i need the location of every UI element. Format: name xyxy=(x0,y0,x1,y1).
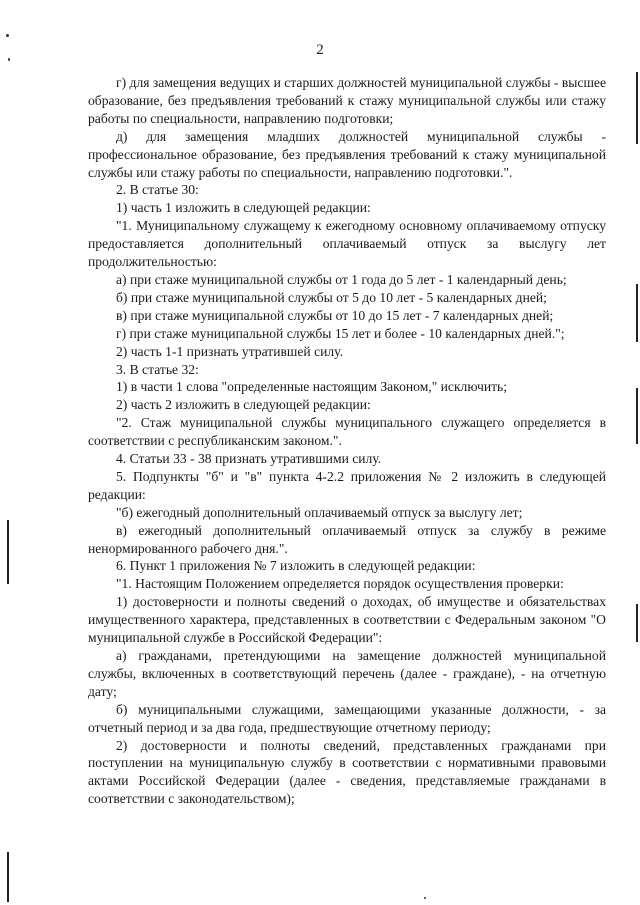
paragraph: в) при стаже муниципальной службы от 10 до 15 лет - 7 календарных дней; xyxy=(116,307,554,323)
paragraph: б) муниципальными служащими, замещающими указанные должности, - за отчетный период и за два года, предшествующие отчетному периоду; xyxy=(88,701,606,735)
paragraph: 4. Статьи 33 - 38 признать утратившими силу. xyxy=(116,451,382,467)
scan-speck xyxy=(8,58,10,61)
paragraph: 1) в части 1 слова "определенные настоящим Законом," исключить; xyxy=(116,379,508,395)
paragraph: г) для замещения ведущих и старших должностей муниципальной службы - высшее образование, без предъявления требований к стажу муниципальной службы или стажу работы по специальности, направлению подготовки; xyxy=(88,75,606,126)
paragraph: "1. Настоящим Положением определяется порядок осуществления проверки: xyxy=(116,576,564,592)
paragraph: д) для замещения младших должностей муниципальной службы - профессиональное образование, без предъявления требований к стажу муниципальной службы или стажу работы по специальности, направлению подготовки.". xyxy=(88,128,606,180)
paragraph: "б) ежегодный дополнительный оплачиваемый отпуск за выслугу лет; xyxy=(116,504,523,520)
paragraph: 1) достоверности и полноты сведений о доходах, об имуществе и обязательствах имущественного характера, представленных в соответствии с Федеральным законом "О муниципальной службе в Российской Федерации": xyxy=(88,594,606,646)
paragraph: 3. В статье 32: xyxy=(116,361,199,377)
scan-speck xyxy=(6,34,9,37)
paragraph: 2) часть 2 изложить в следующей редакции: xyxy=(116,397,371,413)
paragraph: 1) часть 1 изложить в следующей редакции: xyxy=(116,200,371,216)
paragraph: а) при стаже муниципальной службы от 1 года до 5 лет - 1 календарный день; xyxy=(116,271,567,287)
paragraph: 2) часть 1-1 признать утратившей силу. xyxy=(116,343,344,359)
paragraph: а) гражданами, претендующими на замещение должностей муниципальной службы, включенных в соответствующий перечень (далее - граждане), - на отчетную дату; xyxy=(88,648,606,699)
paragraph: 6. Пункт 1 приложения № 7 изложить в следующей редакции: xyxy=(116,558,476,574)
paragraph: б) при стаже муниципальной службы от 5 до 10 лет - 5 календарных дней; xyxy=(116,289,547,305)
paragraph: в) ежегодный дополнительный оплачиваемый отпуск за службу в режиме ненормированного рабочего дня.". xyxy=(88,522,606,556)
paragraph: 5. Подпункты "б" и "в" пункта 4-2.2 приложения № 2 изложить в следующей редакции: xyxy=(88,468,606,502)
scan-edge-mark xyxy=(636,604,638,642)
scan-edge-mark xyxy=(636,284,638,342)
scan-edge-mark xyxy=(636,72,638,144)
paragraph: 2) достоверности и полноты сведений, представленных гражданами при поступлении на муниципальную службу в соответствии с нормативными правовыми актами Российской Федерации (далее - сведения, представляемые гражданами в соответствии с законодательством); xyxy=(88,737,606,807)
page-number: 2 xyxy=(316,42,324,58)
document-body xyxy=(88,74,606,808)
scan-edge-mark xyxy=(7,520,9,584)
scan-edge-mark xyxy=(7,852,9,902)
paragraph: г) при стаже муниципальной службы 15 лет и более - 10 календарных дней."; xyxy=(116,325,565,341)
paragraph: "1. Муниципальному служащему к ежегодному основному оплачиваемому отпуску предоставляется дополнительный оплачиваемый отпуск за выслугу лет продолжительностью: xyxy=(88,218,606,270)
scan-edge-mark xyxy=(636,388,638,444)
paragraph: "2. Стаж муниципальной службы муниципального служащего определяется в соответствии с республиканским законом.". xyxy=(88,415,606,449)
scan-speck xyxy=(424,897,426,899)
paragraph: 2. В статье 30: xyxy=(116,182,199,198)
